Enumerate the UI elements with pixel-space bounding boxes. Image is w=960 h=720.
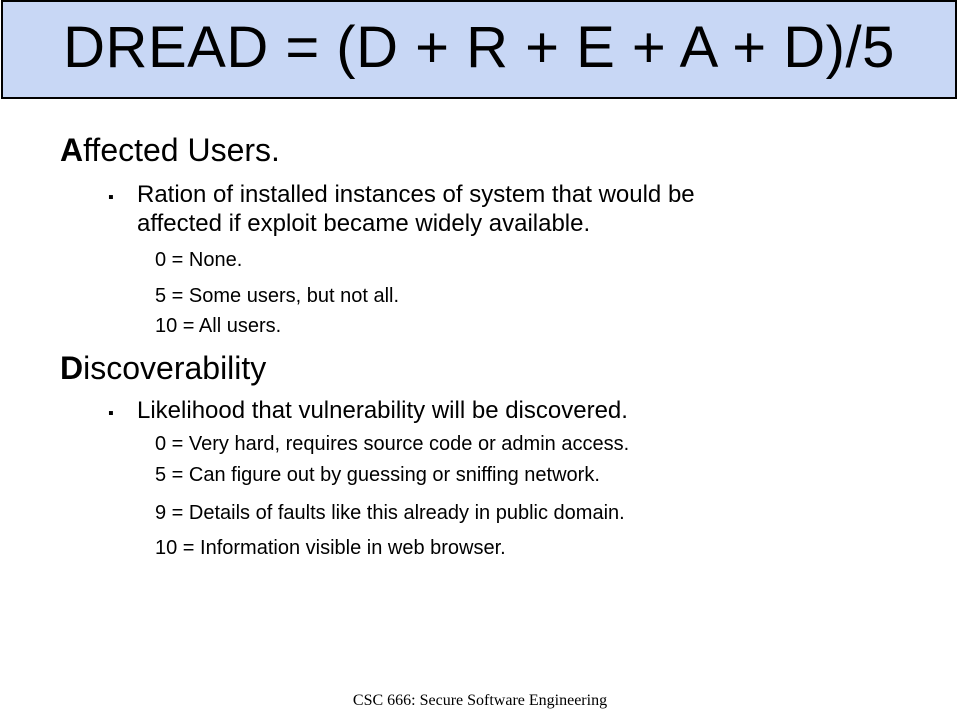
bullet-text-line: affected if exploit became widely available. <box>137 210 591 237</box>
section-heading-discoverability <box>60 352 266 384</box>
slide-title: DREAD = (D + R + E + A + D)/5 <box>63 14 895 80</box>
bullet-text-line: Ration of installed instances of system that would be <box>137 181 695 208</box>
square-bullet-icon: ▪ <box>108 189 114 206</box>
rating-value: 5 = Some users, but not all. <box>155 285 400 307</box>
heading-rest: ffected Users. <box>83 132 280 168</box>
slide-footer: CSC 666: Secure Software Engineering <box>352 692 608 709</box>
heading-initial: A <box>60 132 84 168</box>
section-heading-affected-users <box>60 134 280 166</box>
rating-value: 9 = Details of faults like this already in public domain. <box>155 502 625 524</box>
rating-value: 0 = None. <box>155 249 243 271</box>
rating-value: 10 = All users. <box>155 315 282 337</box>
rating-value: 10 = Information visible in web browser. <box>155 537 506 559</box>
heading-initial: D <box>60 350 84 386</box>
rating-value: 5 = Can figure out by guessing or sniffing network. <box>155 464 600 486</box>
rating-value: 0 = Very hard, requires source code or admin access. <box>155 433 630 455</box>
bullet-text-line: Likelihood that vulnerability will be discovered. <box>137 397 628 424</box>
heading-rest: iscoverability <box>83 350 267 386</box>
square-bullet-icon: ▪ <box>108 405 114 422</box>
